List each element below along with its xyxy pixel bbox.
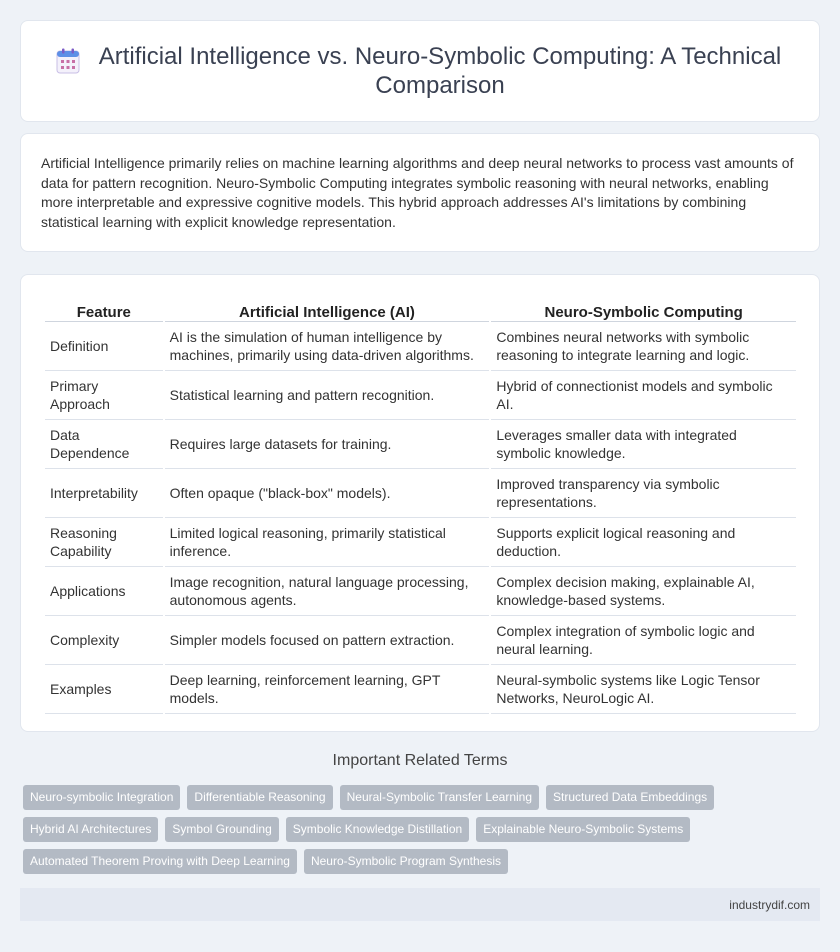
neuro-symbolic-cell: Complex integration of symbolic logic and neural learning.: [491, 616, 796, 665]
neuro-symbolic-cell: Supports explicit logical reasoning and deduction.: [491, 518, 796, 567]
ai-cell: Image recognition, natural language processing, autonomous agents.: [165, 567, 490, 616]
related-term-tag[interactable]: Hybrid AI Architectures: [23, 817, 158, 842]
neuro-symbolic-cell: Improved transparency via symbolic representations.: [491, 469, 796, 518]
feature-cell: Definition: [45, 322, 163, 371]
table-row: [45, 420, 796, 469]
intro-card: [20, 133, 820, 252]
related-term-tag[interactable]: Structured Data Embeddings: [546, 785, 714, 810]
related-term-tag[interactable]: Neural-Symbolic Transfer Learning: [340, 785, 539, 810]
table-row: [45, 616, 796, 665]
related-terms-list: [23, 785, 743, 874]
related-term-tag[interactable]: Neuro-symbolic Integration: [23, 785, 180, 810]
related-terms-heading: Important Related Terms: [332, 752, 508, 769]
table-row: [45, 322, 796, 371]
ai-cell: Simpler models focused on pattern extraction.: [165, 616, 490, 665]
page-title: Artificial Intelligence vs. Neuro-Symbolic Computing: A Technical Comparison: [98, 43, 782, 99]
related-term-tag[interactable]: Symbol Grounding: [165, 817, 278, 842]
column-header-ai: Artificial Intelligence (AI): [165, 295, 490, 322]
related-term-tag[interactable]: Neuro-Symbolic Program Synthesis: [304, 849, 508, 874]
ai-cell: Requires large datasets for training.: [165, 420, 490, 469]
feature-cell: Interpretability: [45, 469, 163, 518]
related-term-tag[interactable]: Differentiable Reasoning: [187, 785, 332, 810]
comparison-table: [43, 295, 798, 714]
intro-paragraph: Artificial Intelligence primarily relies on machine learning algorithms and deep neural networks to process vast amounts of data for pattern recognition. Neuro-Symbolic Computing integrates symbolic reasoning with neural networks, enabling more interpretable and expressive cognitive models. This hybrid approach addresses AI's limitations by combining statistical learning with explicit knowledge representation.: [41, 155, 794, 230]
neuro-symbolic-cell: Neural-symbolic systems like Logic Tensor Networks, NeuroLogic AI.: [491, 665, 796, 714]
related-term-tag[interactable]: Symbolic Knowledge Distillation: [286, 817, 469, 842]
table-row: [45, 371, 796, 420]
ai-cell: AI is the simulation of human intelligence by machines, primarily using data-driven algorithms.: [165, 322, 490, 371]
related-term-tag[interactable]: Explainable Neuro-Symbolic Systems: [476, 817, 690, 842]
footer-site-link[interactable]: industrydif.com: [729, 897, 810, 912]
table-header-row: [45, 295, 796, 322]
table-row: [45, 469, 796, 518]
feature-cell: Data Dependence: [45, 420, 163, 469]
table-row: [45, 518, 796, 567]
table-row: [45, 665, 796, 714]
ai-cell: Limited logical reasoning, primarily statistical inference.: [165, 518, 490, 567]
column-header-neuro-symbolic: Neuro-Symbolic Computing: [491, 295, 796, 322]
feature-cell: Applications: [45, 567, 163, 616]
feature-cell: Primary Approach: [45, 371, 163, 420]
table-row: [45, 567, 796, 616]
comparison-card: [20, 274, 820, 732]
footer: [20, 888, 820, 921]
ai-cell: Deep learning, reinforcement learning, GPT models.: [165, 665, 490, 714]
ai-cell: Often opaque ("black-box" models).: [165, 469, 490, 518]
header-card: [20, 20, 820, 122]
neuro-symbolic-cell: Leverages smaller data with integrated symbolic knowledge.: [491, 420, 796, 469]
feature-cell: Reasoning Capability: [45, 518, 163, 567]
neuro-symbolic-cell: Combines neural networks with symbolic reasoning to integrate learning and logic.: [491, 322, 796, 371]
related-term-tag[interactable]: Automated Theorem Proving with Deep Learning: [23, 849, 297, 874]
neuro-symbolic-cell: Hybrid of connectionist models and symbolic AI.: [491, 371, 796, 420]
neuro-symbolic-cell: Complex decision making, explainable AI, knowledge-based systems.: [491, 567, 796, 616]
column-header-feature: Feature: [45, 295, 163, 322]
feature-cell: Complexity: [45, 616, 163, 665]
feature-cell: Examples: [45, 665, 163, 714]
ai-cell: Statistical learning and pattern recognition.: [165, 371, 490, 420]
